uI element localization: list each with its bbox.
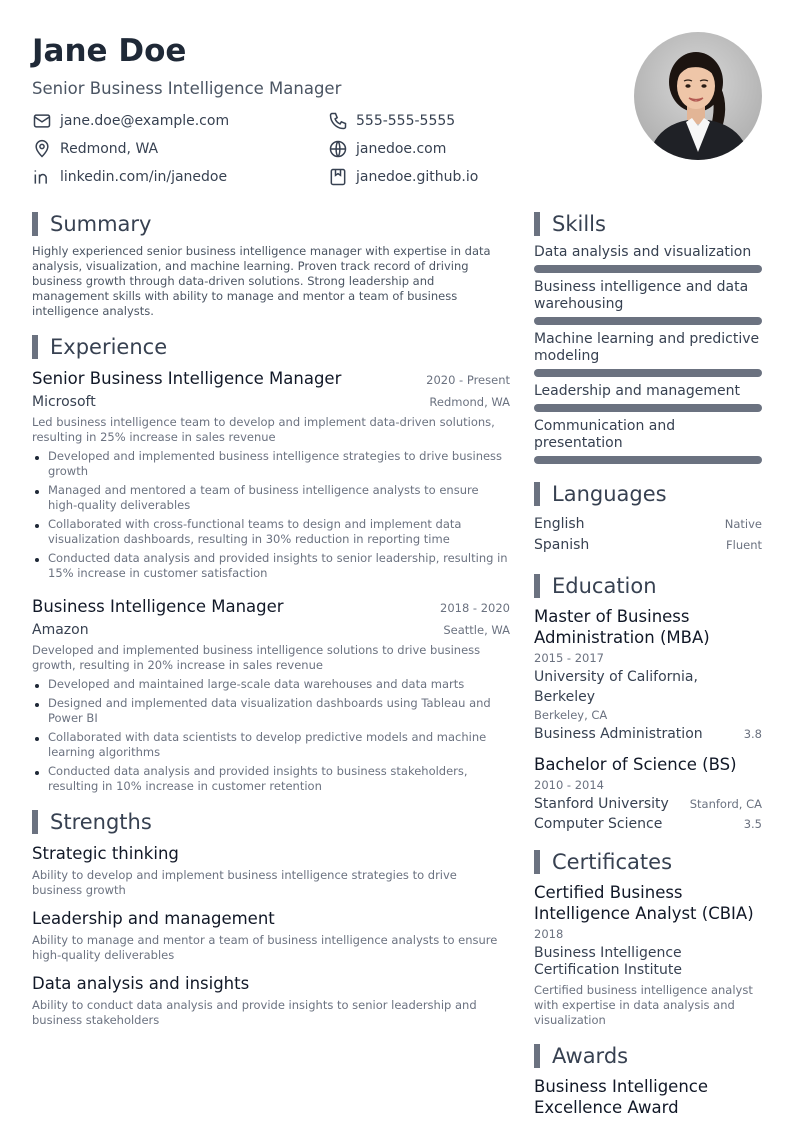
strengths-section-heading xyxy=(32,808,510,836)
summary-text: Highly experienced senior business intelligence manager with expertise in data analysis, visualization, and machine learning. Proven track record of driving business growth through data-driven solutions. Strong leadership and management skills with ability to manage and mentor a team of business intelligence analysts. xyxy=(32,244,491,318)
strength-description: Ability to conduct data analysis and provide insights to senior leadership and business stakeholders xyxy=(32,998,477,1027)
job-bullet: Conducted data analysis and provided insights to business stakeholders, resulting in 10% increase in customer retention xyxy=(32,764,510,794)
job-dates: 2018 - 2020 xyxy=(440,601,510,615)
contact-location-text: Redmond, WA xyxy=(60,141,159,157)
job-location: Redmond, WA xyxy=(429,395,510,409)
education-field: Business Administration xyxy=(534,726,703,742)
experience-entry xyxy=(32,595,510,794)
skill-name: Leadership and management xyxy=(534,383,740,399)
resume-header xyxy=(32,30,632,200)
skill-name: Machine learning and predictive modeling xyxy=(534,331,760,364)
education-degree: Bachelor of Science (BS) xyxy=(534,755,737,774)
candidate-title: Senior Business Intelligence Manager xyxy=(32,79,342,98)
contact-phone-text: 555-555-5555 xyxy=(356,113,456,129)
bookmark-icon xyxy=(328,167,348,187)
skill-level-bar xyxy=(534,456,762,464)
section-title: Education xyxy=(552,574,657,598)
contact-phone[interactable] xyxy=(328,110,455,132)
skill-name: Communication and presentation xyxy=(534,418,676,451)
job-bullet: Developed and implemented business intelligence strategies to drive business growth xyxy=(32,449,510,479)
job-bullets xyxy=(32,449,510,581)
mail-icon xyxy=(32,111,52,131)
section-marker xyxy=(32,810,38,834)
sidebar-column xyxy=(534,210,762,1118)
job-bullet: Collaborated with data scientists to develop predictive models and machine learning algorithms xyxy=(32,730,510,760)
skill-level-bar xyxy=(534,317,762,325)
job-bullet: Developed and maintained large-scale data warehouses and data marts xyxy=(32,677,510,692)
contact-linkedin-text: linkedin.com/in/janedoe xyxy=(60,169,228,185)
certificate-issuer: Business Intelligence Certification Institute xyxy=(534,945,683,978)
section-title: Summary xyxy=(50,212,152,236)
section-title: Languages xyxy=(552,482,667,506)
section-title: Certificates xyxy=(552,850,673,874)
certificate-year: 2018 xyxy=(534,927,564,941)
contact-github[interactable] xyxy=(328,166,478,188)
map-pin-icon xyxy=(32,139,52,159)
strength-description: Ability to develop and implement business intelligence strategies to drive business growth xyxy=(32,868,457,897)
job-bullet: Managed and mentored a team of business intelligence analysts to ensure high-quality deliverables xyxy=(32,483,510,513)
job-description: Developed and implemented business intelligence solutions to drive business growth, resulting in 20% increase in sales revenue xyxy=(32,643,481,672)
awards-section-heading xyxy=(534,1042,762,1070)
certificates-section-heading xyxy=(534,848,762,876)
skill-level-bar xyxy=(534,265,762,273)
skill-item xyxy=(534,279,762,325)
experience-section-heading xyxy=(32,333,510,361)
section-title: Skills xyxy=(552,212,606,236)
certificate-title: Certified Business Intelligence Analyst (CBIA) xyxy=(534,883,754,923)
language-level: Native xyxy=(724,517,762,531)
phone-icon xyxy=(328,111,348,131)
candidate-name: Jane Doe xyxy=(32,33,187,69)
skill-level-bar xyxy=(534,404,762,412)
contact-website-text: janedoe.com xyxy=(356,141,447,157)
education-dates: 2010 - 2014 xyxy=(534,778,604,792)
languages-section-heading xyxy=(534,480,762,508)
education-location: Stanford, CA xyxy=(689,797,762,811)
job-bullet: Designed and implemented data visualization dashboards using Tableau and Power BI xyxy=(32,696,510,726)
job-company: Microsoft xyxy=(32,394,96,410)
contact-list xyxy=(32,110,632,200)
strength-entry xyxy=(32,907,510,963)
strength-entry xyxy=(32,972,510,1028)
contact-location xyxy=(32,138,158,160)
section-marker xyxy=(32,212,38,236)
contact-github-text: janedoe.github.io xyxy=(356,169,479,185)
job-description: Led business intelligence team to develop and implement data-driven solutions, resulting in 25% increase in sales revenue xyxy=(32,415,495,444)
section-marker xyxy=(534,212,540,236)
section-title: Strengths xyxy=(50,810,152,834)
education-dates: 2015 - 2017 xyxy=(534,651,604,665)
profile-photo-illustration xyxy=(634,32,762,160)
language-item xyxy=(534,514,762,535)
strength-description: Ability to manage and mentor a team of business intelligence analysts to ensure high-quality deliverables xyxy=(32,933,498,962)
education-field: Computer Science xyxy=(534,816,663,832)
award-title: Business Intelligence Excellence Award xyxy=(534,1077,709,1117)
education-gpa: 3.5 xyxy=(743,817,762,831)
strength-title: Leadership and management xyxy=(32,909,275,928)
skill-item xyxy=(534,244,762,273)
contact-email-text: jane.doe@example.com xyxy=(60,113,230,129)
education-gpa: 3.8 xyxy=(743,727,762,741)
section-marker xyxy=(534,482,540,506)
job-bullet: Collaborated with cross-functional teams to design and implement data visualization dashboards, resulting in 30% reduction in reporting time xyxy=(32,517,510,547)
language-name: Spanish xyxy=(534,537,590,553)
job-dates: 2020 - Present xyxy=(426,373,510,387)
globe-icon xyxy=(328,139,348,159)
section-marker xyxy=(32,335,38,359)
strength-title: Data analysis and insights xyxy=(32,974,250,993)
section-marker xyxy=(534,574,540,598)
section-title: Awards xyxy=(552,1044,629,1068)
education-school: Stanford University xyxy=(534,796,669,812)
job-bullet: Conducted data analysis and provided insights to senior leadership, resulting in 15% increase in customer satisfaction xyxy=(32,551,510,581)
contact-email[interactable] xyxy=(32,110,229,132)
skill-name: Business intelligence and data warehousing xyxy=(534,279,749,312)
summary-section-heading xyxy=(32,210,510,238)
certificate-description: Certified business intelligence analyst with expertise in data analysis and visualization xyxy=(534,983,753,1027)
skill-item xyxy=(534,418,762,464)
language-item xyxy=(534,535,762,556)
skill-level-bar xyxy=(534,369,762,377)
education-entry xyxy=(534,606,762,744)
section-marker xyxy=(534,850,540,874)
profile-photo xyxy=(634,32,762,160)
experience-entry xyxy=(32,367,510,581)
job-title: Business Intelligence Manager xyxy=(32,597,284,616)
section-marker xyxy=(534,1044,540,1068)
education-location: Berkeley, CA xyxy=(534,708,608,722)
job-company: Amazon xyxy=(32,622,89,638)
strength-entry xyxy=(32,842,510,898)
education-section-heading xyxy=(534,572,762,600)
main-column xyxy=(32,210,510,1037)
skill-name: Data analysis and visualization xyxy=(534,244,752,260)
section-title: Experience xyxy=(50,335,168,359)
linkedin-icon xyxy=(32,167,52,187)
job-location: Seattle, WA xyxy=(443,623,510,637)
skill-item xyxy=(534,331,762,377)
job-title: Senior Business Intelligence Manager xyxy=(32,369,342,388)
contact-website[interactable] xyxy=(328,138,446,160)
job-bullets xyxy=(32,677,510,794)
skill-item xyxy=(534,383,762,412)
skills-section-heading xyxy=(534,210,762,238)
certificate-entry xyxy=(534,882,762,1028)
language-name: English xyxy=(534,516,585,532)
strength-title: Strategic thinking xyxy=(32,844,179,863)
education-school: University of California, Berkeley xyxy=(534,669,698,705)
language-level: Fluent xyxy=(726,538,762,552)
education-entry xyxy=(534,754,762,834)
education-degree: Master of Business Administration (MBA) xyxy=(534,607,710,647)
contact-linkedin[interactable] xyxy=(32,166,227,188)
